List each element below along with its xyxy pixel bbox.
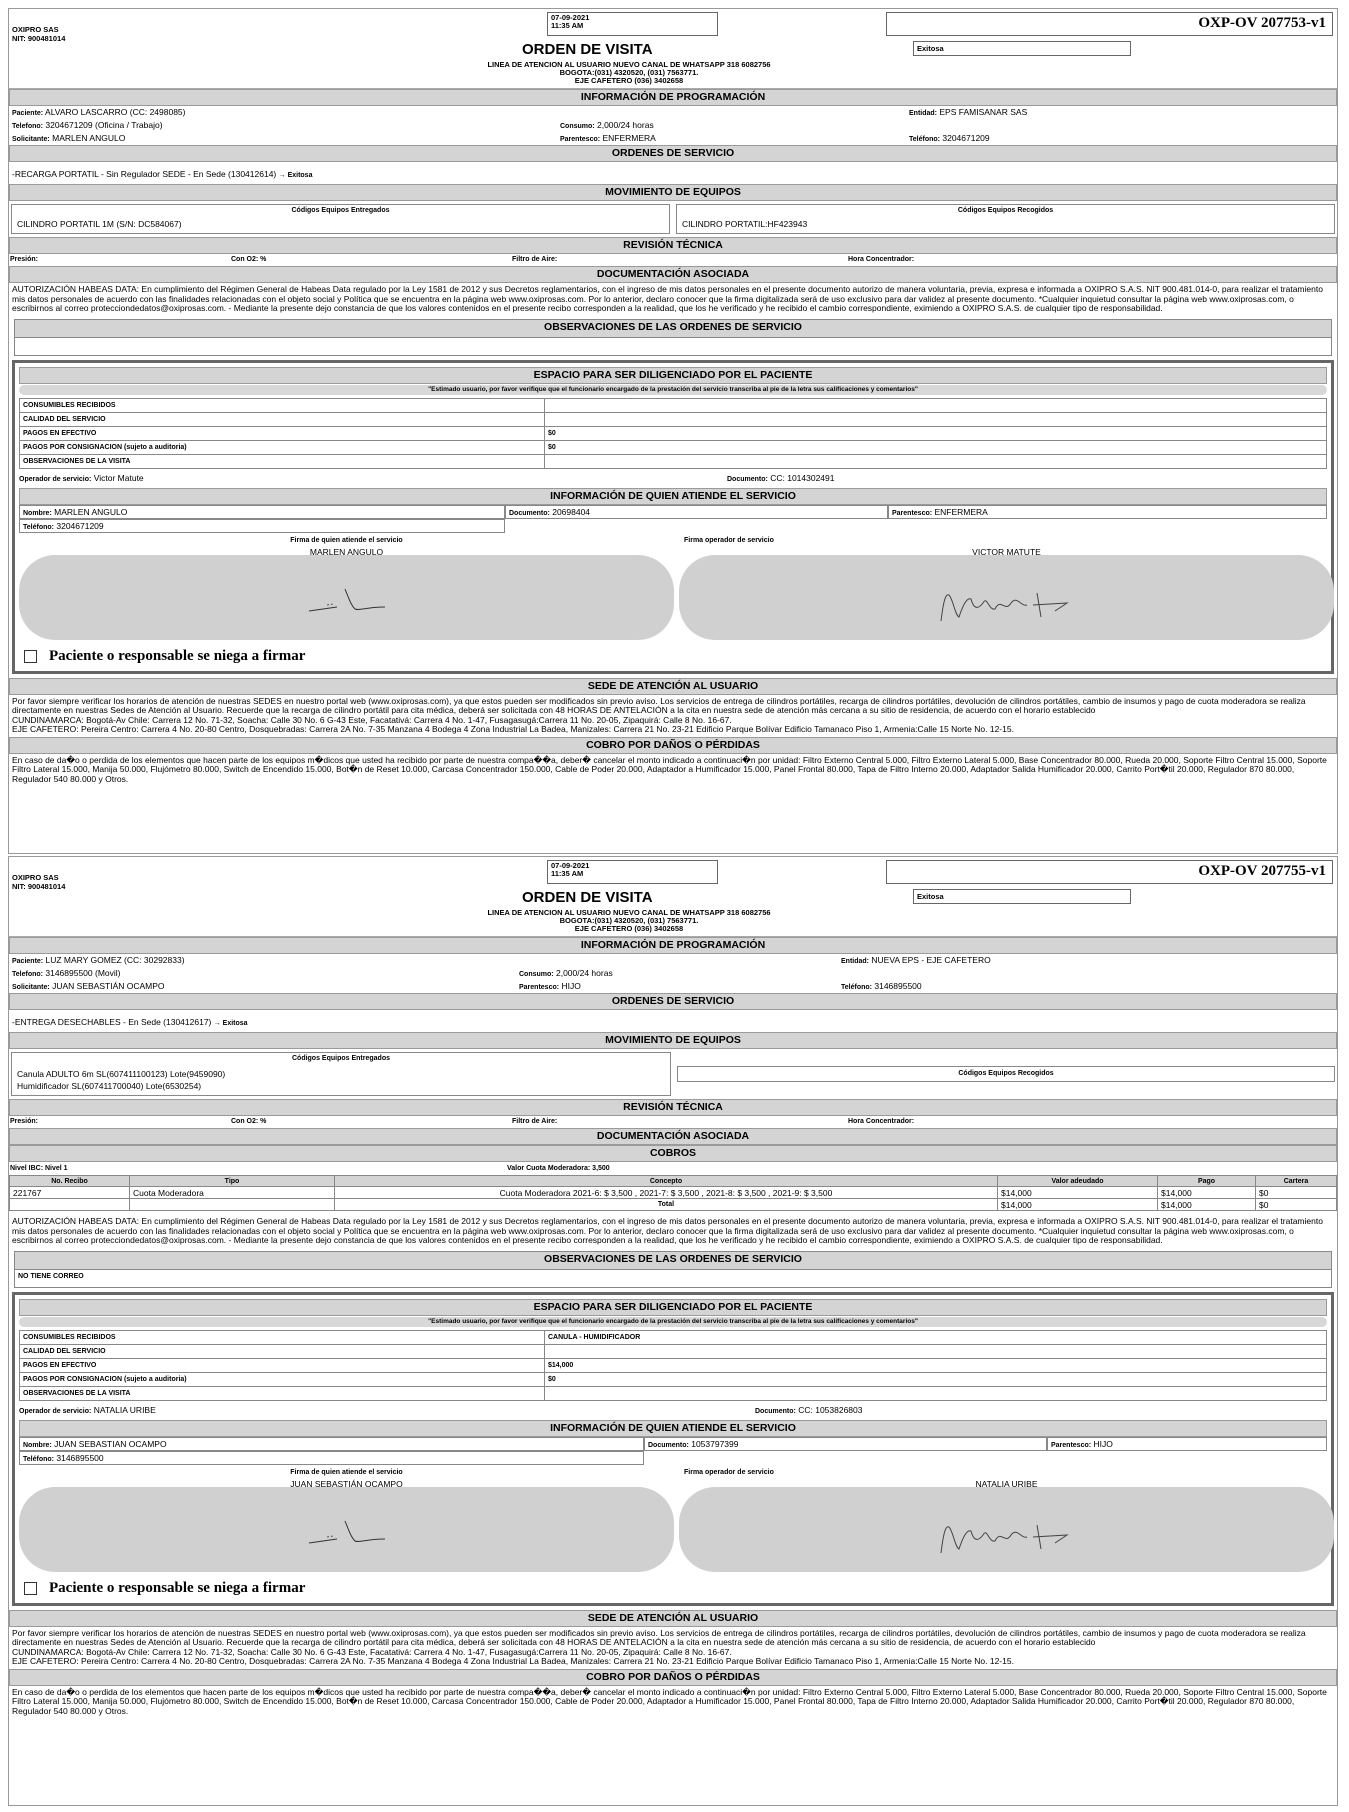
telefono-label: Telefono: [12,123,43,130]
firma-atiende-pad[interactable] [19,1487,674,1572]
cobros-table [9,1175,1337,1211]
consumo-label: Consumo: [560,123,595,130]
parentesco-value: ENFERMERA [602,133,656,143]
total-valor: $14,000 [998,1199,1158,1211]
survey-row [20,1372,1327,1386]
paciente-value: LUZ MARY GOMEZ (CC: 30292833) [45,955,185,965]
solicitante-value: MARLEN ANGULO [52,133,126,143]
telefono2-value: 3204671209 [942,133,990,143]
survey-answer[interactable] [545,1344,1327,1358]
cobro-valor: $14,000 [998,1187,1158,1199]
patient-section [12,360,1334,674]
filtro-label: Filtro de Aire: [512,256,558,263]
atiende-title: INFORMACIÓN DE QUIEN ATIENDE EL SERVICIO [19,488,1327,505]
section-revision: REVISIÓN TÉCNICA [9,1099,1337,1116]
orden-text: -ENTREGA DESECHABLES - En Sede (130412617) [12,1017,214,1027]
section-cobro: COBRO POR DAÑOS O PÉRDIDAS [9,1669,1337,1686]
paciente-label: Paciente: [12,958,44,965]
atiende-grid [19,1437,1327,1465]
consumo-value: 2,000/24 horas [555,968,613,978]
o2-label: Con O2: % [231,1118,267,1125]
company-name: OXIPRO SAS [12,25,59,34]
atiende-nombre [19,505,505,519]
survey-question: PAGOS EN EFECTIVO [20,1358,545,1372]
survey-question: CALIDAD DEL SERVICIO [20,1344,545,1358]
section-revision: REVISIÓN TÉCNICA [9,237,1337,254]
filtro-label: Filtro de Aire: [512,1118,558,1125]
espacio-paciente-title: ESPACIO PARA SER DILIGENCIADO POR EL PACIENTE [19,1299,1327,1316]
equipment-boxes [9,201,1337,237]
cobro-text: En caso de da�o o perdida de los elementos que hacen parte de los equipos m�dicos que usted ha recibido por parte de nuestra compa��a, deber� cancelar el monto indicado a continuaci�n por unidad: Filtro Externo Central 5.000, Filtro Externo Lateral 5.000, Base Concentrador 80.000, Rueda 20.000, Soporte Filtro Central 15.000, Soporte Filtro Lateral 15.000, Manija 50.000, Flujómetro 80.000, Switch de Encendido 15.000, Bot�n de Reset 10.000, Carcasa Concentrador 150.000, Cable de Poder 20.000, Adaptador a Humificador 15.000, Panel Frontal 80.000, Tapa de Filtro Interno 20.000, Adaptador Salida Humificador 20.000, Carrito Port�til 20.000, Regulador 870 80.000, Regulador 540 80.000 y Otros. [12,754,1327,784]
order-status: Exitosa [913,41,1131,56]
order-header [9,857,1337,937]
firma-operador-name: NATALIA URIBE [975,1478,1038,1489]
contact-line-1: LINEA DE ATENCION AL USUARIO NUEVO CANAL DE WHATSAPP 318 6082756 [487,908,771,917]
par-value: HIJO [1093,1438,1113,1449]
visit-order-1 [8,8,1338,854]
section-documentacion: DOCUMENTACIÓN ASOCIADA [9,1128,1337,1145]
signature-icon [307,585,387,615]
documento-value: 20698404 [552,506,591,517]
total-blank [130,1199,335,1211]
cobros-header: Valor adeudado [998,1176,1158,1187]
section-sede: SEDE DE ATENCIÓN AL USUARIO [9,678,1337,695]
firma-atiende [19,1469,674,1579]
tel-label: Teléfono: [23,1455,54,1463]
parentesco-label: Parentesco: [560,136,601,143]
company-nit: NIT: 900481014 [12,882,66,891]
cobro-pago: $14,000 [1158,1187,1256,1199]
prog-row-1 [9,954,1337,967]
operador-line [19,471,1327,485]
habeas-data-text: AUTORIZACIÓN HABEAS DATA: En cumplimiento del Régimen General de Habeas Data regulado por la Ley 1581 de 2012 y sus Decretos reglamentarios, con el ingreso de mis datos personales en el presente documento autorizo de manera voluntaria, previa, expresa e informada a OXIPRO S.A.S. NIT 900.481.014-0, para realizar el tratamiento mis datos personales de acuerdo con las finalidades relacionadas con el objeto social y Política que se encuentra en la página web www.oxiprosas.com. Por lo anterior, declaro conocer que la firma digitalizada será de uso exclusivo para dar validez al presente documento. *Cualquier inquietud consultar la página web www.oxiprosas.com, o escribirnos al correo protecciondedatos@oxiprosas.com. - Mediante la presente dejo constancia de que los valores contenidos en el presente recibo corresponden a la realidad, que los he verificado y he recibido el cambio correspondiente, eximiendo a OXIPRO S.A.S. de cualquier tipo de responsabilidad. [12,1216,1323,1245]
tel-label: Teléfono: [23,523,54,531]
company-block [12,25,65,43]
contact-line-3: EJE CAFETERO (036) 3402658 [574,76,684,85]
total-label: Total [335,1199,998,1211]
survey-question: CALIDAD DEL SERVICIO [20,412,545,426]
hora-concentrador-label: Hora Concentrador: [848,256,915,263]
espacio-paciente-note: "Estimado usuario, por favor verifique que el funcionario encargado de la prestación del servicio transcriba al pie de la letra sus calificaciones y comentarios" [19,385,1327,395]
survey-row [20,1330,1327,1344]
documento-label: Documento: [509,509,550,517]
cobros-header: Concepto [335,1176,998,1187]
survey-question: PAGOS POR CONSIGNACION (sujeto a auditoria) [20,440,545,454]
firma-operador-label: Firma operador de servicio [684,536,774,544]
section-sede: SEDE DE ATENCIÓN AL USUARIO [9,1610,1337,1627]
survey-question: PAGOS POR CONSIGNACION (sujeto a auditoria) [20,1372,545,1386]
orden-text: -RECARGA PORTATIL - Sin Regulador SEDE - En Sede (130412614) [12,169,279,179]
survey-answer[interactable]: $0 [545,426,1327,440]
entidad-value: NUEVA EPS - EJE CAFETERO [871,955,991,965]
survey-question: OBSERVACIONES DE LA VISITA [20,1386,545,1400]
section-programacion: INFORMACIÓN DE PROGRAMACIÓN [9,89,1337,106]
atiende-nombre [19,1437,644,1451]
contact-lines [439,909,819,933]
survey-table [19,1330,1327,1401]
niega-label: Paciente o responsable se niega a firmar [49,1579,306,1596]
telefono2-label: Teléfono: [909,136,940,143]
survey-row [20,1386,1327,1400]
documento-value: 1053797399 [691,1438,739,1449]
prog-row-3 [9,132,1337,145]
doc-operador-label: Documento: [727,475,768,483]
order-time: 11:35 AM [551,21,584,30]
sede-cundinamarca: CUNDINAMARCA: Bogotá-Av Chile: Carrera 12 No. 71-32, Soacha: Calle 30 No. 6 G-43 Este, Facatativá: Carrera 4 No. 1-47, Fusagasugá:Carrera 11 No. 20-05, Zipaquirá: Calle 8 No. 16-67. [12,714,732,725]
documento-label: Documento: [648,1441,689,1449]
tel-value: 3146895500 [56,1452,104,1463]
observaciones-box [14,319,1332,356]
nombre-value: JUAN SEBASTIAN OCAMPO [54,1438,167,1449]
survey-row [20,1344,1327,1358]
survey-answer[interactable]: $0 [545,440,1327,454]
telefono-label: Telefono: [12,971,43,978]
entregados-label: Códigos Equipos Entregados [291,1055,390,1062]
presion-label: Presión: [10,1118,39,1125]
survey-row [20,398,1327,412]
atiende-title: INFORMACIÓN DE QUIEN ATIENDE EL SERVICIO [19,1420,1327,1437]
niega-label: Paciente o responsable se niega a firmar [49,647,306,664]
survey-answer[interactable]: $14,000 [545,1358,1327,1372]
niega-checkbox[interactable] [24,1582,37,1595]
section-programacion: INFORMACIÓN DE PROGRAMACIÓN [9,937,1337,954]
recogidos-value: CILINDRO PORTATIL:HF423943 [682,219,808,229]
contact-line-1: LINEA DE ATENCION AL USUARIO NUEVO CANAL DE WHATSAPP 318 6082756 [487,60,771,69]
survey-question: CONSUMIBLES RECIBIDOS [20,398,545,412]
firma-operador-name: VICTOR MATUTE [972,546,1041,557]
order-status: Exitosa [913,889,1131,904]
cobros-header: Cartera [1256,1176,1337,1187]
parentesco-label: Parentesco: [519,984,560,991]
survey-row [20,1358,1327,1372]
consumo-label: Consumo: [519,971,554,978]
firma-operador-label: Firma operador de servicio [684,1468,774,1476]
nombre-label: Nombre: [23,509,52,517]
firma-operador-pad[interactable] [679,1487,1334,1572]
espacio-paciente-note: "Estimado usuario, por favor verifique que el funcionario encargado de la prestación del servicio transcriba al pie de la letra sus calificaciones y comentarios" [19,1317,1327,1327]
par-value: ENFERMERA [934,506,988,517]
firma-atiende-label: Firma de quien atiende el servicio [290,536,403,544]
sede-cundinamarca: CUNDINAMARCA: Bogotá-Av Chile: Carrera 12 No. 71-32, Soacha: Calle 30 No. 6 G-43 Este, Facatativá: Carrera 4 No. 1-47, Fusagasugá:Carrera 11 No. 20-05, Zipaquirá: Calle 8 No. 16-67. [12,1646,732,1657]
orden-line [9,162,1337,184]
contact-line-2: BOGOTA:(031) 4320520, (031) 7563771. [559,916,699,925]
date-box [547,860,718,884]
order-time: 11:35 AM [551,869,584,878]
revision-row [9,1116,1337,1128]
cobro-recibo: 221767 [10,1187,130,1199]
nivel-row [9,1162,1337,1175]
signatures [19,537,1327,667]
section-ordenes: ORDENES DE SERVICIO [9,145,1337,162]
operador-line [19,1403,1327,1417]
niega-firmar [24,648,305,665]
survey-answer[interactable] [545,398,1327,412]
operador-label: Operador de servicio: [19,1407,92,1415]
entregados-value: CILINDRO PORTATIL 1M (S/N: DC584067) [17,219,182,229]
survey-table [19,398,1327,469]
solicitante-value: JUAN SEBASTIÁN OCAMPO [52,981,165,991]
valor-cuota: Valor Cuota Moderadora: 3,500 [507,1165,610,1172]
contact-line-2: BOGOTA:(031) 4320520, (031) 7563771. [559,68,699,77]
prog-row-1 [9,106,1337,119]
telefono2-value: 3146895500 [874,981,922,991]
company-nit: NIT: 900481014 [12,34,66,43]
cobro-text: En caso de da�o o perdida de los elementos que hacen parte de los equipos m�dicos que usted ha recibido por parte de nuestra compa��a, deber� cancelar el monto indicado a continuaci�n por unidad: Filtro Externo Central 5.000, Filtro Externo Lateral 5.000, Base Concentrador 80.000, Rueda 20.000, Soporte Filtro Central 15.000, Soporte Filtro Lateral 15.000, Manija 50.000, Flujómetro 80.000, Switch de Encendido 15.000, Bot�n de Reset 10.000, Carcasa Concentrador 150.000, Cable de Poder 20.000, Adaptador a Humificador 15.000, Panel Frontal 80.000, Tapa de Filtro Interno 20.000, Adaptador Salida Humificador 20.000, Carrito Port�til 20.000, Regulador 870 80.000, Regulador 540 80.000 y Otros. [12,1686,1327,1716]
doc-operador-value: CC: 1014302491 [770,472,835,483]
cobro-tipo: Cuota Moderadora [130,1187,335,1199]
telefono-value: 3146895500 (Movil) [45,968,121,978]
survey-row [20,412,1327,426]
section-documentacion: DOCUMENTACIÓN ASOCIADA [9,266,1337,283]
niega-checkbox[interactable] [24,650,37,663]
total-cartera: $0 [1256,1199,1337,1211]
habeas-data-text: AUTORIZACIÓN HABEAS DATA: En cumplimiento del Régimen General de Habeas Data regulado por la Ley 1581 de 2012 y sus Decretos reglamentarios, con el ingreso de mis datos personales en el presente documento autorizo de manera voluntaria, previa, expresa e informada a OXIPRO S.A.S. NIT 900.481.014-0, para realizar el tratamiento mis datos personales de acuerdo con las finalidades relacionadas con el objeto social y Política que se encuentra en la página web www.oxiprosas.com. Por lo anterior, declaro conocer que la firma digitalizada será de uso exclusivo para dar validez al presente documento. *Cualquier inquietud consultar la página web www.oxiprosas.com, o escribirnos al correo protecciondedatos@oxiprosas.com. - Mediante la presente dejo constancia de que los valores contenidos en el presente recibo corresponden a la realidad, que los he verificado y he recibido el cambio correspondiente, eximiendo a OXIPRO S.A.S. de cualquier tipo de responsabilidad. [12,284,1323,313]
atiende-parentesco [1047,1437,1327,1451]
sede-eje-cafetero: EJE CAFETERO: Pereira Centro: Carrera 4 No. 20-80 Centro, Dosquebradas: Carrera 2A No. 7-35 Manzana 4 Bodega 4 Zona Industrial La Badea, Manizales: Carrera 21 No. 23-21 Edificio Parque Bolívar Edificio Tamanaco Piso 1, Armenia:Calle 15 Norte No. 12-15. [12,1656,1014,1666]
contact-line-3: EJE CAFETERO (036) 3402658 [574,924,684,933]
order-title: ORDEN DE VISITA [522,41,653,58]
table-row [10,1187,1337,1199]
nombre-value: MARLEN ANGULO [54,506,128,517]
survey-answer[interactable]: CANULA - HUMIDIFICADOR [545,1330,1327,1344]
prog-row-2 [9,967,1337,980]
telefono2-label: Teléfono: [841,984,872,991]
order-code: OXP-OV 207755-v1 [886,860,1333,884]
atiende-telefono [19,519,505,533]
equipos-entregados [11,1052,671,1096]
section-cobro: COBRO POR DAÑOS O PÉRDIDAS [9,737,1337,754]
entregados-values [17,1068,225,1092]
recogidos-wrap [677,1052,1335,1096]
section-ordenes: ORDENES DE SERVICIO [9,993,1337,1010]
atiende-telefono [19,1451,644,1465]
firma-atiende-pad[interactable] [19,555,674,640]
operador-value: Victor Matute [93,472,144,483]
survey-row [20,426,1327,440]
cobros-header: No. Recibo [10,1176,130,1187]
equipment-boxes [9,1049,1337,1099]
espacio-paciente-title: ESPACIO PARA SER DILIGENCIADO POR EL PACIENTE [19,367,1327,384]
sede-eje-cafetero: EJE CAFETERO: Pereira Centro: Carrera 4 No. 20-80 Centro, Dosquebradas: Carrera 2A No. 7-35 Manzana 4 Bodega 4 Zona Industrial La Badea, Manizales: Carrera 21 No. 23-21 Edificio Parque Bolívar Edificio Tamanaco Piso 1, Armenia:Calle 15 Norte No. 12-15. [12,724,1014,734]
sede-text: Por favor siempre verificar los horarios de atención de nuestras SEDES en nuestro portal web (www.oxiprosas.com), ya que estos pueden ser modificados sin previo aviso. Los servicios de entrega de cilindros portátiles, recarga de cilindros portátiles, devolución de cilindros portátiles, cambio de insumos y pago de cuota moderadora se realiza directamente en nuestras Sedes de Atención al Usuario. Recuerde que la recarga de cilindro portátil para cita médica, deberá ser solicitada con 48 HORAS DE ANTELACIÓN a la cita en nuestra sede de atención más cercana a su sitio de residencia, de acuerdo con el horario establecido [12,695,1306,715]
order-code: OXP-OV 207753-v1 [886,12,1333,36]
recogidos-label: Códigos Equipos Recogidos [958,1070,1054,1077]
survey-row [20,454,1327,468]
observaciones-box [14,1251,1332,1288]
visit-order-2 [8,856,1338,1806]
order-header [9,9,1337,89]
entidad-label: Entidad: [909,110,937,117]
prog-row-3 [9,980,1337,993]
parentesco-value: HIJO [561,981,581,991]
cobro-concepto: Cuota Moderadora 2021-6: $ 3,500 , 2021-7: $ 3,500 , 2021-8: $ 3,500 , 2021-9: $ 3,500 [335,1187,998,1199]
doc-operador-value: CC: 1053826803 [798,1404,863,1415]
nivel-ibc: Nivel IBC: Nivel 1 [10,1165,68,1172]
atiende-parentesco [888,505,1327,519]
order-title: ORDEN DE VISITA [522,889,653,906]
survey-answer[interactable] [545,412,1327,426]
entregados-value: Canula ADULTO 6m SL(607411100123) Lote(9459090) [17,1069,226,1079]
solicitante-label: Solicitante: [12,136,50,143]
firma-atiende-name: MARLEN ANGULO [309,546,384,557]
signatures [19,1469,1327,1599]
equipos-recogidos [676,204,1335,234]
firma-atiende-name: JUAN SEBASTIÁN OCAMPO [290,1478,403,1489]
recogidos-label: Códigos Equipos Recogidos [957,207,1054,214]
solicitante-label: Solicitante: [12,984,50,991]
paciente-label: Paciente: [12,110,44,117]
revision-row [9,254,1337,266]
signature-icon [937,1517,1077,1557]
sede-text: Por favor siempre verificar los horarios de atención de nuestras SEDES en nuestro portal web (www.oxiprosas.com), ya que estos pueden ser modificados sin previo aviso. Los servicios de entrega de cilindros portátiles, recarga de cilindros portátiles, devolución de cilindros portátiles, cambio de insumos y pago de cuota moderadora se realiza directamente en nuestras Sedes de Atención al Usuario. Recuerde que la recarga de cilindro portátil para cita médica, deberá ser solicitada con 48 HORAS DE ANTELACIÓN a la cita en nuestra sede de atención más cercana a su sitio de residencia, de acuerdo con el horario establecido [12,1627,1306,1647]
table-row-total [10,1199,1337,1211]
orden-status: → Exitosa [278,172,313,179]
niega-firmar [24,1580,305,1597]
section-cobros: COBROS [9,1145,1337,1162]
cobro-cartera: $0 [1256,1187,1337,1199]
section-movimiento: MOVIMIENTO DE EQUIPOS [9,1032,1337,1049]
nombre-label: Nombre: [23,1441,52,1449]
observaciones-title: OBSERVACIONES DE LAS ORDENES DE SERVICIO [15,320,1331,337]
observaciones-title: OBSERVACIONES DE LAS ORDENES DE SERVICIO [15,1252,1331,1269]
operador-label: Operador de servicio: [19,475,92,483]
firma-atiende [19,537,674,647]
survey-question: CONSUMIBLES RECIBIDOS [20,1330,545,1344]
prog-row-2 [9,119,1337,132]
company-block [12,873,65,891]
entidad-label: Entidad: [841,958,869,965]
entregados-label: Códigos Equipos Entregados [291,207,390,214]
order-date: 07-09-2021 [551,861,590,870]
consumo-value: 2,000/24 horas [596,120,654,130]
survey-row [20,440,1327,454]
cobros-header: Pago [1158,1176,1256,1187]
equipos-entregados [11,204,670,234]
atiende-documento [644,1437,1047,1451]
tel-value: 3204671209 [56,520,104,531]
doc-operador-label: Documento: [755,1407,796,1415]
firma-operador [679,537,1334,647]
o2-label: Con O2: % [231,256,267,263]
cobros-header-row [10,1176,1337,1187]
signature-icon [307,1517,387,1547]
sede-text-block [9,695,1337,737]
firma-operador-pad[interactable] [679,555,1334,640]
entregados-value-2: Humidificador SL(607411700040) Lote(6530254) [17,1081,202,1091]
sede-text-block [9,1627,1337,1669]
par-label: Parentesco: [1051,1441,1092,1449]
observaciones-text: NO TIENE CORREO [15,1269,1331,1287]
total-pago: $14,000 [1158,1199,1256,1211]
observaciones-text [15,337,1331,355]
signature-icon [937,585,1077,625]
equipos-recogidos [677,1066,1335,1082]
atiende-grid [19,505,1327,533]
survey-answer[interactable] [545,1386,1327,1400]
patient-section [12,1292,1334,1606]
survey-answer[interactable]: $0 [545,1372,1327,1386]
operador-value: NATALIA URIBE [93,1404,156,1415]
survey-answer[interactable] [545,454,1327,468]
orden-status: → Exitosa [213,1020,248,1027]
paciente-value: ALVARO LASCARRO (CC: 2498085) [45,107,186,117]
firma-operador [679,1469,1334,1579]
order-date: 07-09-2021 [551,13,590,22]
total-blank [10,1199,130,1211]
par-label: Parentesco: [892,509,933,517]
atiende-documento [505,505,888,519]
entidad-value: EPS FAMISANAR SAS [939,107,1028,117]
section-movimiento: MOVIMIENTO DE EQUIPOS [9,184,1337,201]
hora-concentrador-label: Hora Concentrador: [848,1118,915,1125]
date-box [547,12,718,36]
cobros-header: Tipo [130,1176,335,1187]
presion-label: Presión: [10,256,39,263]
survey-question: PAGOS EN EFECTIVO [20,426,545,440]
survey-question: OBSERVACIONES DE LA VISITA [20,454,545,468]
contact-lines [439,61,819,85]
firma-atiende-label: Firma de quien atiende el servicio [290,1468,403,1476]
orden-line [9,1010,1337,1032]
telefono-value: 3204671209 (Oficina / Trabajo) [45,120,163,130]
company-name: OXIPRO SAS [12,873,59,882]
